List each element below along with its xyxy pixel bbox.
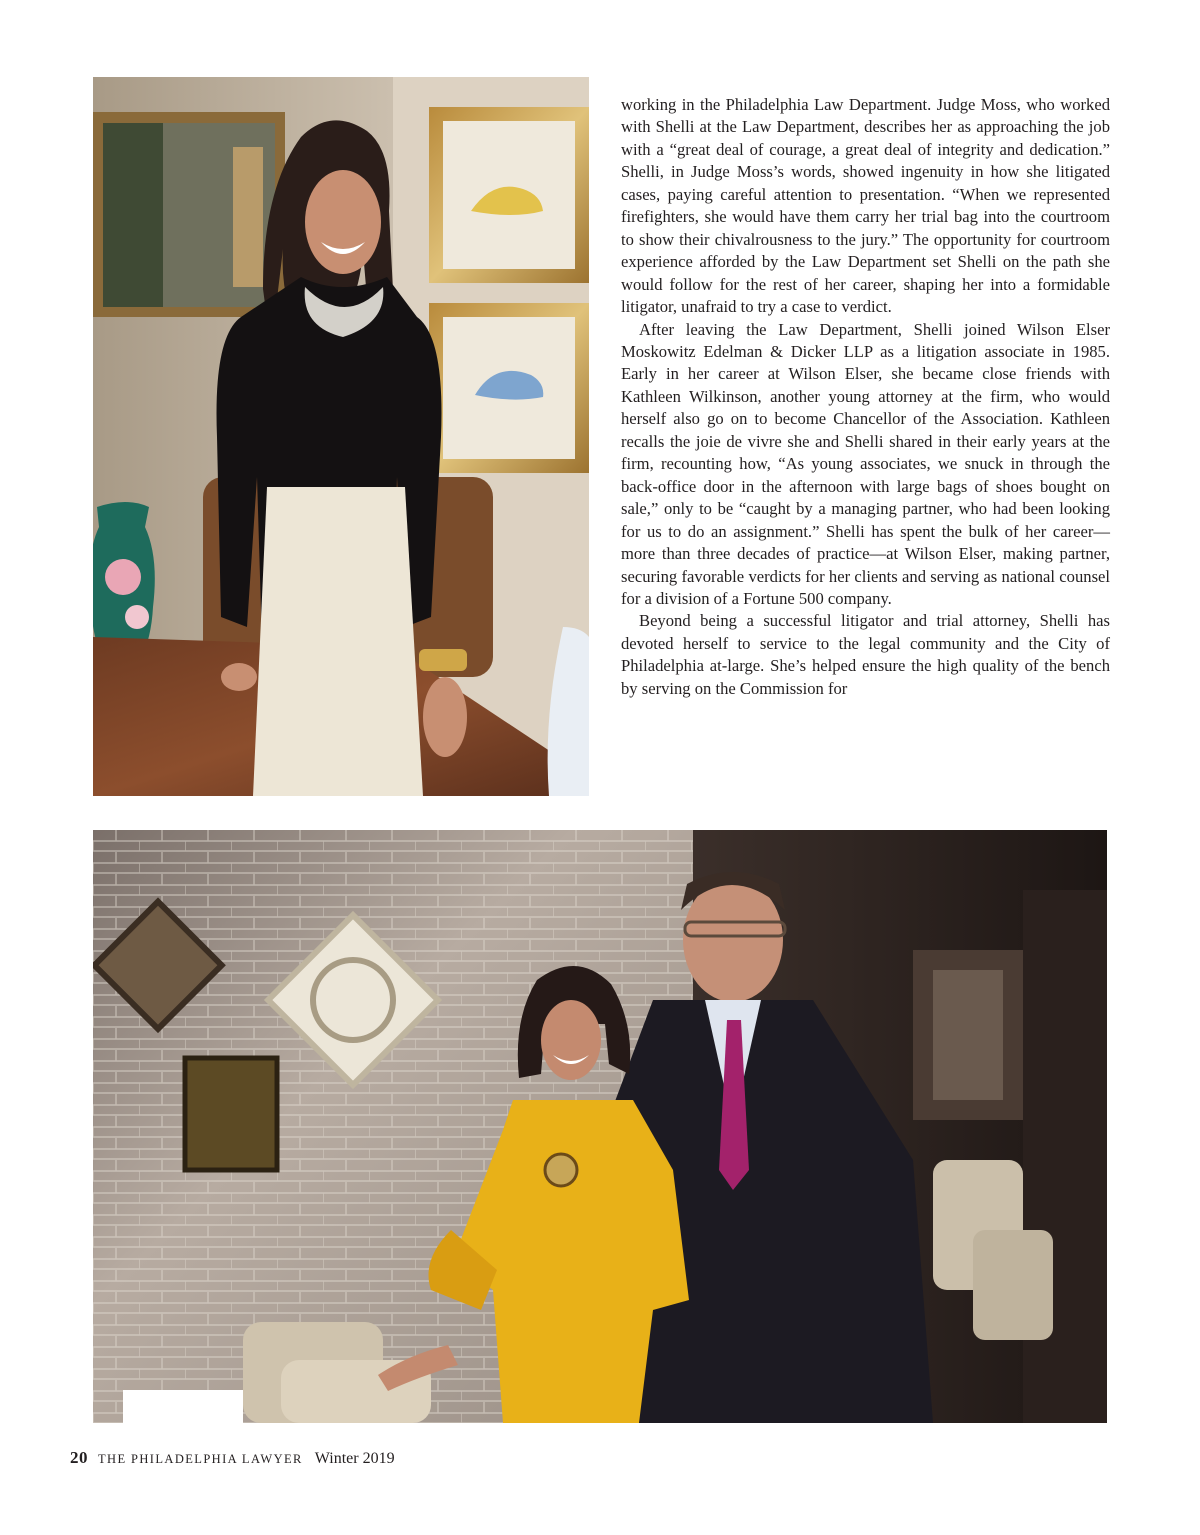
article-paragraph-3: Beyond being a successful litigator and trial attorney, Shelli has devoted herself to service to the legal community and the City of Philadelphia at-large. She’s helped ensure the high quality of the bench by serving on the Commission for xyxy=(621,611,1110,698)
restaurant-photo-illustration xyxy=(93,830,1107,1423)
article-paragraph-1: working in the Philadelphia Law Department. Judge Moss, who worked with Shelli at the Law Department, describes her as approaching the job with a “great deal of courage, a great deal of integrity and dedication.” Shelli, in Judge Moss’s words, showed ingenuity in how she litigated cases, paying careful attention to presentation. “When we represented firefighters, she would have them carry her trial bag into the courtroom to show their chivalrousness to the jury.” The opportunity for courtroom experience afforded by the Law Department set Shelli on the path she would follow for the rest of her career, shaping her into a formidable litigator, unafraid to try a case to verdict. xyxy=(621,95,1110,317)
restaurant-photo xyxy=(93,830,1107,1423)
page-number: 20 xyxy=(70,1448,88,1467)
publication-name: THE PHILADELPHIA LAWYER xyxy=(98,1452,303,1466)
article-paragraph-2: After leaving the Law Department, Shelli joined Wilson Elser Moskowitz Edelman & Dicker LLP as a litigation associate in 1985. Early in her career at Wilson Elser, she became close friends with Kathleen Wilkinson, another young attorney at the firm, who would herself also go on to become Chancellor of the Association. Kathleen recalls the joie de vivre she and Shelli shared in their early years at the firm, recounting how, “As young associates, we snuck in through the back-office door in the afternoon with large bags of shoes bought on sale,” only to be “caught by a managing partner, who had been looking for us to do an assignment.” Shelli has spent the bulk of her career—more than three decades of practice—at Wilson Elser, making partner, securing favorable verdicts for her clients and serving as national counsel for a division of a Fortune 500 company. xyxy=(621,319,1110,608)
portrait-photo-illustration xyxy=(93,77,589,796)
page-footer xyxy=(70,1448,395,1472)
issue-date: Winter 2019 xyxy=(314,1450,395,1467)
portrait-photo xyxy=(93,77,589,796)
article-body xyxy=(621,94,1110,700)
